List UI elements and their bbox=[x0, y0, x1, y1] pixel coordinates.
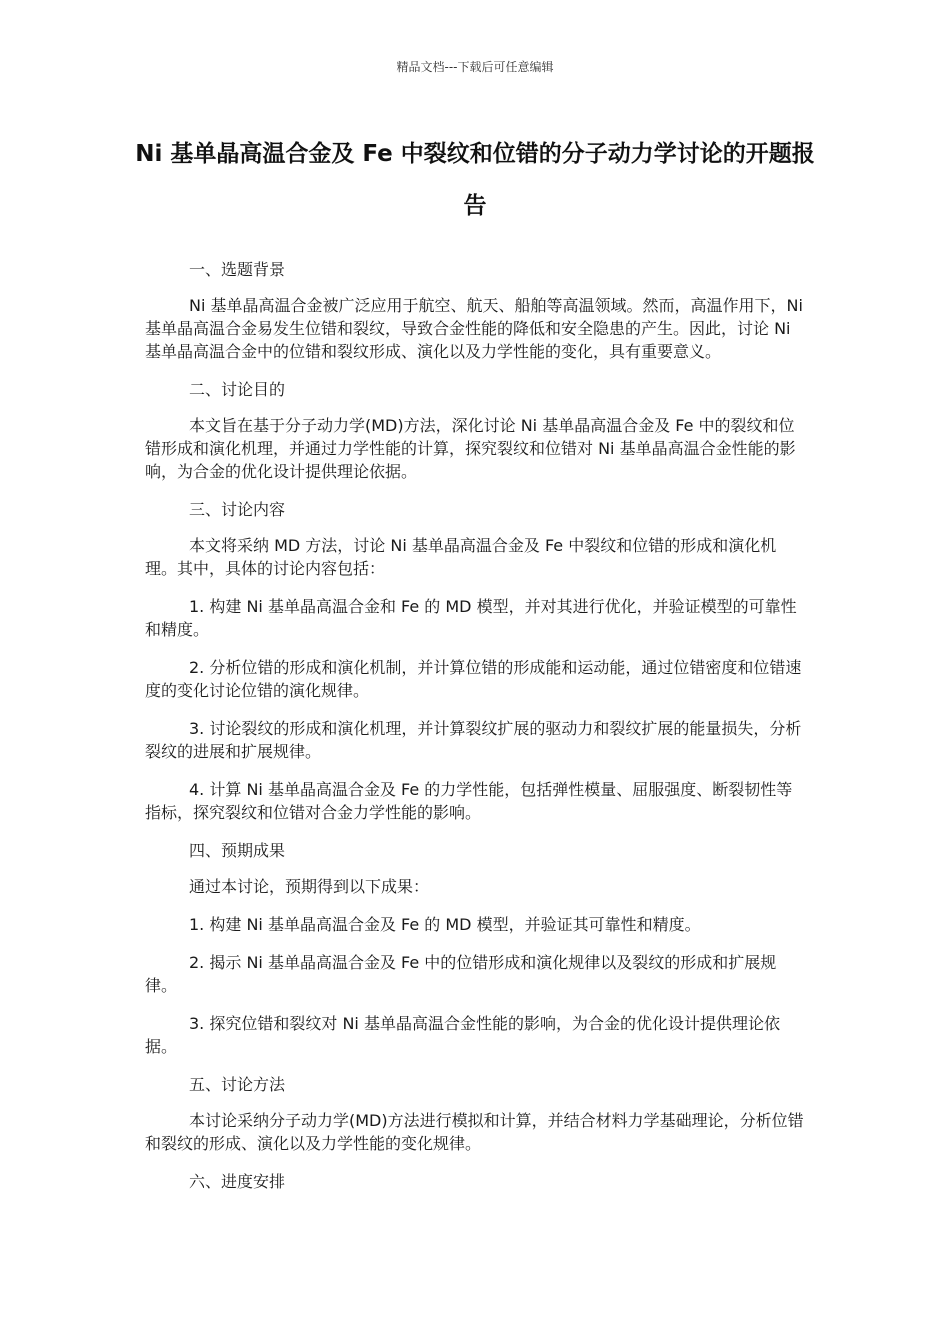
background-paragraph: Ni 基单晶高温合金被广泛应用于航空、航天、船舶等高温领域。然而，高温作用下，Ni 基单晶高温合金易发生位错和裂纹，导致合金性能的降低和安全隐患的产生。因此，讨论 Ni 基单晶高温合金中的位错和裂纹形成、演化以及力学性能的变化，具有重要意义。 bbox=[145, 296, 803, 361]
outcomes-intro-paragraph: 通过本讨论，预期得到以下成果： bbox=[189, 877, 430, 896]
content-list-item: 4. 计算 Ni 基单晶高温合金及 Fe 的力学性能，包括弹性模量、屈服强度、断裂韧性等指标，探究裂纹和位错对合金力学性能的影响。 bbox=[145, 780, 793, 822]
section-heading-background: 一、选题背景 bbox=[189, 260, 286, 279]
section-heading-schedule: 六、进度安排 bbox=[189, 1172, 286, 1191]
methods-paragraph: 本讨论采纳分子动力学(MD)方法进行模拟和计算，并结合材料力学基础理论，分析位错和裂纹的形成、演化以及力学性能的变化规律。 bbox=[145, 1111, 804, 1153]
document-title: Ni 基单晶高温合金及 Fe 中裂纹和位错的分子动力学讨论的开题报告 bbox=[135, 141, 815, 219]
outcomes-list-item: 3. 探究位错和裂纹对 Ni 基单晶高温合金性能的影响，为合金的优化设计提供理论依据。 bbox=[145, 1014, 780, 1056]
outcomes-list-item: 2. 揭示 Ni 基单晶高温合金及 Fe 中的位错形成和演化规律以及裂纹的形成和扩展规律。 bbox=[145, 953, 777, 995]
document-body bbox=[145, 258, 807, 1206]
section-heading-purpose: 二、讨论目的 bbox=[189, 380, 286, 399]
purpose-paragraph: 本文旨在基于分子动力学(MD)方法，深化讨论 Ni 基单晶高温合金及 Fe 中的裂纹和位错形成和演化机理，并通过力学性能的计算，探究裂纹和位错对 Ni 基单晶高温合金性能的影响，为合金的优化设计提供理论依据。 bbox=[145, 416, 796, 481]
outcomes-list-item: 1. 构建 Ni 基单晶高温合金及 Fe 的 MD 模型，并验证其可靠性和精度。 bbox=[189, 915, 701, 934]
content-intro-paragraph: 本文将采纳 MD 方法，讨论 Ni 基单晶高温合金及 Fe 中裂纹和位错的形成和演化机理。其中，具体的讨论内容包括： bbox=[145, 536, 777, 578]
content-list-item: 3. 讨论裂纹的形成和演化机理，并计算裂纹扩展的驱动力和裂纹扩展的能量损失，分析裂纹的进展和扩展规律。 bbox=[145, 719, 802, 761]
content-list-item: 1. 构建 Ni 基单晶高温合金和 Fe 的 MD 模型，并对其进行优化，并验证模型的可靠性和精度。 bbox=[145, 597, 797, 639]
section-heading-content: 三、讨论内容 bbox=[189, 500, 286, 519]
section-heading-methods: 五、讨论方法 bbox=[189, 1075, 286, 1094]
section-heading-outcomes: 四、预期成果 bbox=[189, 841, 286, 860]
content-list-item: 2. 分析位错的形成和演化机制，并计算位错的形成能和运动能，通过位错密度和位错速度的变化讨论位错的演化规律。 bbox=[145, 658, 802, 700]
header-note: 精品文档---下载后可任意编辑 bbox=[396, 60, 554, 74]
